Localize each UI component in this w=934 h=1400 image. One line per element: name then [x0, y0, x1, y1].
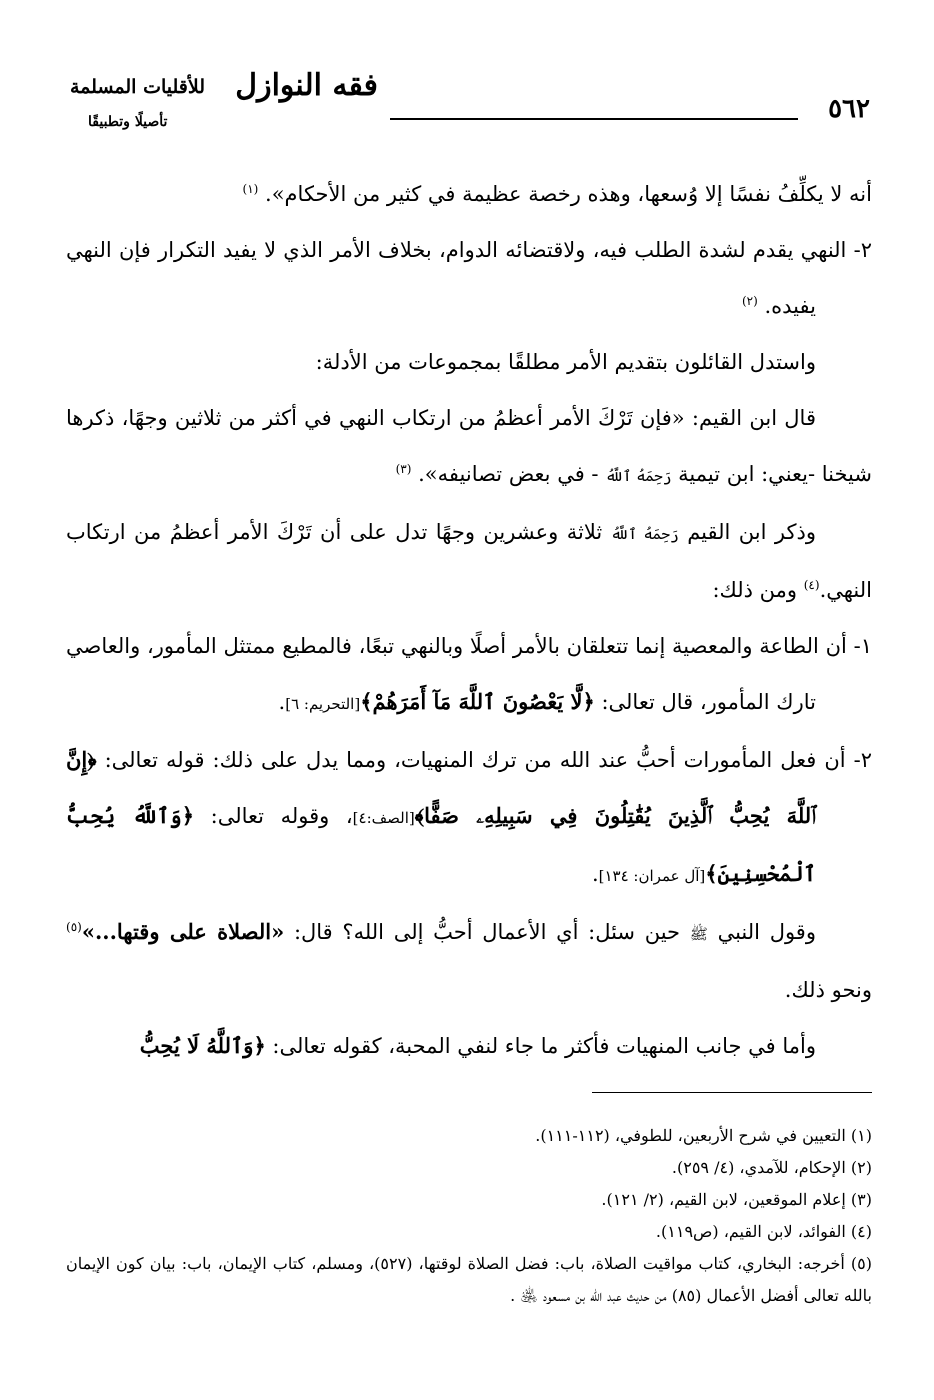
footnote-3: (٣) إعلام الموقعين، لابن القيم، (٢/ ١٢١).: [601, 1190, 872, 1209]
footnotes: [66, 1120, 872, 1312]
footnote-ref-1[interactable]: (١): [242, 182, 259, 196]
paragraph-6: ١- أن الطاعة والمعصية إنما تتعلقان بالأمر أصلًا وبالنهي تبعًا، فالمطيع ممتثل المأمور، والعاصي تارك المأمور، قال تعالى: ﴿لَّا يَعْصُونَ ٱللَّهَ مَآ أَمَرَهُمْ﴾[التحريم: ٦].: [66, 634, 872, 714]
hadith-quote: «الصلاة على وقتها...»: [81, 919, 285, 944]
paragraph-3: واستدل القائلون بتقديم الأمر مطلقًا بمجموعات من الأدلة:: [315, 350, 816, 374]
paragraph-9: وأما في جانب المنهيات فأكثر ما جاء لنفي المحبة، كقوله تعالى: ﴿وَٱللَّهُ لَا يُحِبُّ: [139, 1033, 816, 1058]
book-title-side: للأقليات المسلمة: [70, 76, 205, 98]
book-title-logo: [70, 68, 390, 148]
quran-verse: ﴿إِنَّ ٱللَّهَ يُحِبُّ ٱلَّذِينَ يُقَٰتِلُونَ فِي سَبِيلِهِۦ صَفًّا﴾: [66, 747, 816, 828]
quran-verse: ﴿لَّا يَعْصُونَ ٱللَّهَ مَآ أَمَرَهُمْ﴾: [360, 689, 595, 714]
paragraph-7: ٢- أن فعل المأمورات أحبُّ عند الله من ترك المنهيات، ومما يدل على ذلك: قوله تعالى: ﴿إِنَّ ٱللَّهَ يُحِبُّ ٱلَّذِينَ يُقَٰتِلُونَ فِي سَبِيلِهِۦ صَفًّا﴾[الصف:٤]، وقوله تعالى: ﴿وَٱللَّهُ يُحِبُّ ٱلْمُحْسِنِينَ﴾[آل عمران: ١٣٤].: [66, 747, 872, 886]
footnote-2: (٢) الإحكام، للآمدي، (٤/ ٢٥٩).: [671, 1158, 872, 1177]
main-text: [66, 166, 872, 1074]
verse-reference: [آل عمران: ١٣٤]: [598, 867, 706, 885]
page-number: ٥٦٢: [828, 94, 870, 124]
footnote-5: (٥) أخرجه: البخاري، كتاب مواقيت الصلاة، باب: فضل الصلاة لوقتها، (٥٢٧)، ومسلم، كتاب الإيمان، باب: بيان كون الإيمان بالله تعالى أفضل الأعمال (٨٥) من حديث عبد الله بن مسعود ﵁ .: [66, 1254, 872, 1305]
verse-reference: [التحريم: ٦]: [285, 695, 361, 713]
paragraph-5: وذكر ابن القيم رَحِمَهُ ٱللَّهُ ثلاثة وعشرين وجهًا تدل على أن تَرْكَ الأمر أعظمُ من ارتكاب النهي.$^{(٤)}$ ومن ذلك:: [66, 520, 872, 602]
footnote-1: (١) التعيين في شرح الأربعين، للطوفي، (١١٢-١١١).: [535, 1126, 872, 1145]
footnote-ref-2[interactable]: (٢): [741, 294, 758, 308]
footnote-4: (٤) الفوائد، لابن القيم، (ص١١٩).: [655, 1222, 872, 1241]
header-rule: [390, 118, 798, 120]
quran-verse: ﴿وَٱللَّهُ لَا يُحِبُّ: [139, 1033, 266, 1058]
footnote-ref-4[interactable]: (٤): [803, 578, 820, 592]
paragraph-2: ٢- النهي يقدم لشدة الطلب فيه، ولاقتضائه الدوام، بخلاف الأمر الذي لا يفيد التكرار فإن النهي يفيده. $^{(٢)}$: [66, 238, 872, 318]
book-title-main: فقه النوازل: [235, 68, 378, 103]
honorific: رَحِمَهُ ٱللَّهُ: [605, 467, 672, 485]
paragraph-4: قال ابن القيم: «فإن تَرْكَ الأمر أعظمُ من ارتكاب النهي في أكثر من ثلاثين وجهًا، ذكرها شيخنا -يعني: ابن تيمية رَحِمَهُ ٱللَّهُ - في بعض تصانيفه». $^{(٣)}$: [66, 406, 872, 486]
book-subtitle: تأصيلًا وتطبيقًا: [88, 114, 168, 130]
verse-reference: [الصف:٤]: [352, 809, 415, 827]
paragraph-1: أنه لا يكلِّفُ نفسًا إلا وُسعها، وهذه رخصة عظيمة في كثير من الأحكام». $^{(١)}$: [242, 182, 872, 206]
honorific: رَحِمَهُ ٱللَّهُ: [610, 525, 679, 543]
paragraph-8: وقول النبي ﷺ حين سئل: أي الأعمال أحبُّ إلى الله؟ قال: «الصلاة على وقتها...»$^{(٥)}$ ونحو ذلك.: [66, 919, 872, 1002]
salutation-glyph: ﷺ: [689, 925, 708, 943]
footnote-ref-5[interactable]: (٥): [66, 920, 82, 934]
footnote-ref-3[interactable]: (٣): [395, 462, 412, 476]
quran-verse: ﴿وَٱللَّهُ يُحِبُّ ٱلْمُحْسِنِينَ﴾: [66, 803, 816, 886]
footnote-separator: [592, 1092, 872, 1093]
page-header: [70, 62, 870, 152]
